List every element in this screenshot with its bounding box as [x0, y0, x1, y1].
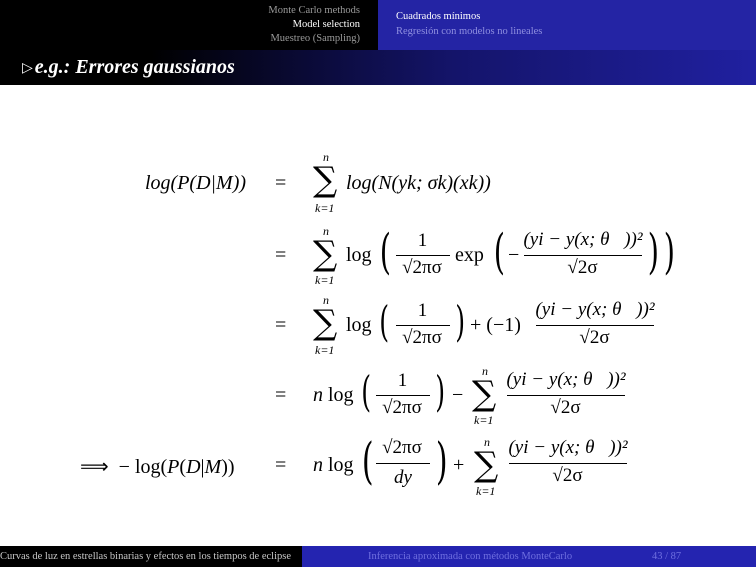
eq1-lhs: log(P(D|M)) [145, 172, 247, 194]
eq4-paren-close: ) [435, 367, 446, 416]
eq1-rhs: log(N(yk; σk)(xk)) [346, 172, 491, 194]
eq2-residual: (yi − y(x; θ⃗))² [523, 229, 643, 250]
frame-title: e.g.: Errores gaussianos [34, 56, 235, 78]
eq3-frac-num: 1 [417, 300, 428, 321]
eq5-paren-open: ( [361, 432, 374, 490]
nav-section-muestreo[interactable]: Muestreo (Sampling) [270, 33, 360, 44]
eq3-paren-close: ) [455, 297, 466, 346]
eq2-sum-lower: k=1 [315, 273, 335, 287]
eq4-frac-den-2: √2σ [550, 397, 581, 418]
eq4-sum-lower: k=1 [474, 413, 494, 427]
eq2-frac-den-2: √2σ [567, 257, 598, 278]
eq2-sum-upper: n [323, 224, 329, 238]
eq2-paren-close-2: ) [647, 224, 659, 280]
nav-subsection-regresion[interactable]: Regresión con modelos no lineales [396, 26, 543, 37]
eq5-residual: (yi − y(x; θ⃗))² [508, 437, 628, 458]
eq3-equals: = [275, 314, 287, 336]
eq4-frac-num: 1 [397, 370, 408, 391]
eq4-frac-den: √2πσ [382, 397, 422, 418]
eq3-frac-den: √2πσ [402, 327, 442, 348]
footer-presentation-title: Inferencia aproximada con métodos MonteCarlo [368, 551, 573, 562]
eq2-frac-den: √2πσ [402, 257, 442, 278]
eq3-minus-one: + (−1) [470, 314, 521, 336]
eq5-frac-den-2: √2σ [552, 465, 583, 486]
eq4-paren-open: ( [361, 367, 372, 416]
eq5-sum-upper: n [484, 435, 490, 449]
eq1-sum-lower: k=1 [315, 201, 335, 215]
eq5-paren-close: ) [435, 432, 448, 490]
eq4-sum-icon: ∑ [472, 374, 497, 414]
eq3-frac-line-2 [536, 325, 654, 326]
eq3-frac-line [396, 325, 450, 326]
nav-section-model-selection[interactable]: Model selection [292, 19, 360, 30]
eq4-minus: − [452, 384, 464, 406]
footer-author-title: Curvas de luz en estrellas binarias y efectos en los tiempos de eclipse [0, 546, 302, 567]
eq2-sum-icon: ∑ [313, 234, 338, 274]
eq5-sum-icon: ∑ [474, 445, 499, 485]
eq4-frac-line [376, 395, 430, 396]
eq5-equals: = [275, 454, 287, 476]
eq1-sum-upper: n [323, 150, 329, 164]
eq3-residual: (yi − y(x; θ⃗))² [535, 299, 655, 320]
eq4-equals: = [275, 384, 287, 406]
eq2-frac-line-2 [524, 255, 642, 256]
footer-page-number: 43 / 87 [652, 551, 682, 562]
eq3-log: log [346, 314, 372, 336]
eq5-n-log: n log [313, 454, 354, 476]
eq2-frac-line [396, 255, 450, 256]
eq3-paren-open: ( [379, 297, 390, 346]
eq5-frac-den: dy [394, 467, 412, 488]
eq5-lhs: ⟹ − log(P(D|M)) [80, 456, 235, 478]
eq5-plus: + [453, 454, 465, 476]
eq4-frac-line-2 [507, 395, 625, 396]
eq2-frac-num: 1 [417, 230, 428, 251]
nav-subsection-cuadrados-minimos[interactable]: Cuadrados mínimos [396, 11, 481, 22]
eq2-minus: − [508, 244, 520, 266]
footer-right [302, 546, 756, 567]
eq1-equals: = [275, 172, 287, 194]
eq2-equals: = [275, 244, 287, 266]
eq3-sum-icon: ∑ [313, 303, 338, 343]
eq2-paren-open: ( [379, 224, 391, 280]
eq2-log: log [346, 244, 372, 266]
eq2-paren-close: ) [663, 224, 675, 280]
eq1-sum-icon: ∑ [313, 160, 338, 200]
eq4-residual: (yi − y(x; θ⃗))² [506, 369, 626, 390]
eq4-sum-upper: n [482, 364, 488, 378]
eq5-frac-line [376, 463, 430, 464]
eq3-sum-upper: n [323, 293, 329, 307]
nav-section-monte-carlo[interactable]: Monte Carlo methods [268, 5, 360, 16]
eq5-sum-lower: k=1 [476, 484, 496, 498]
eq5-frac-num: √2πσ [382, 437, 422, 458]
eq4-n-log: n log [313, 384, 354, 406]
eq3-sum-lower: k=1 [315, 343, 335, 357]
footer-bar [0, 546, 756, 567]
eq3-frac-den-2: √2σ [579, 327, 610, 348]
eq5-frac-line-2 [509, 463, 627, 464]
triangle-icon: ▷ [22, 59, 33, 76]
eq2-exp: exp [455, 244, 484, 266]
eq2-paren-open-2: ( [493, 224, 505, 280]
